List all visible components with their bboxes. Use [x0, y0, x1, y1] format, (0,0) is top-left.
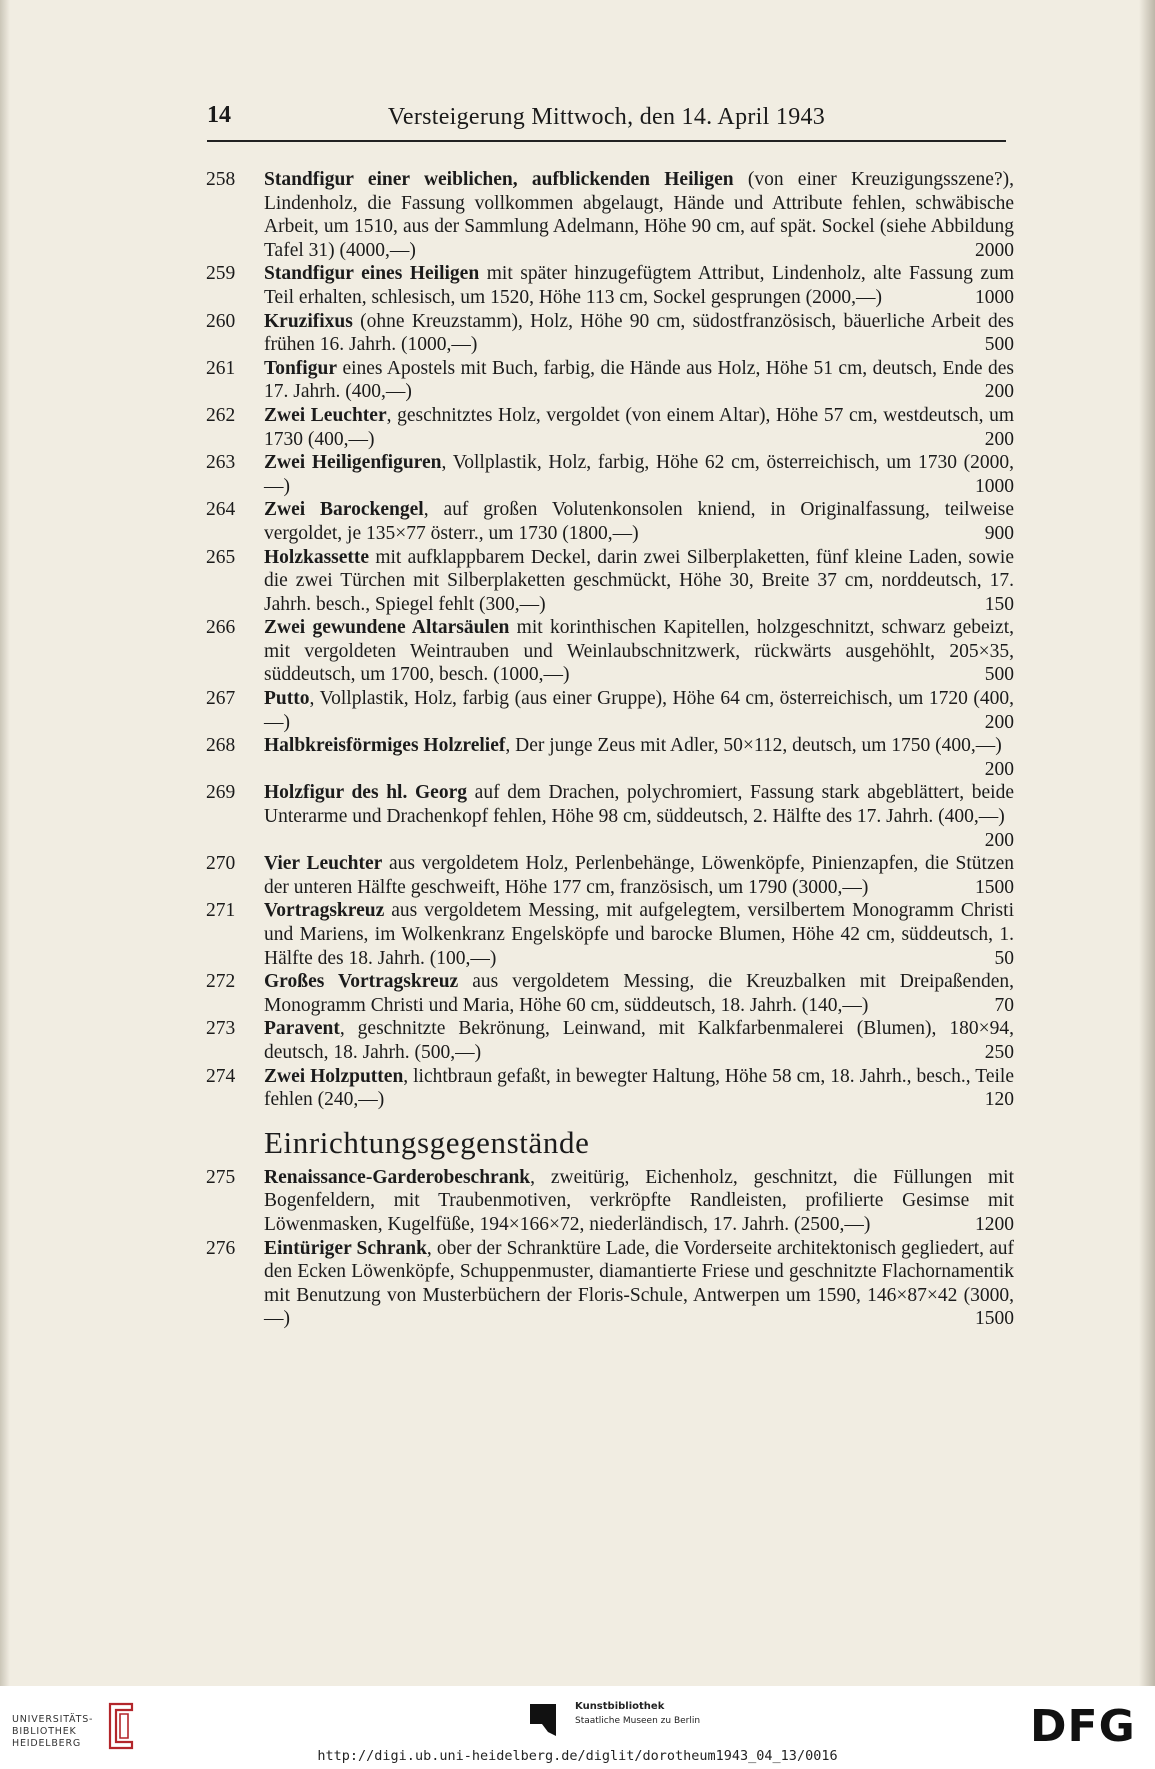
catalog-entry [206, 310, 1014, 357]
lot-number: 274 [206, 1065, 236, 1087]
lot-price: 200 [984, 829, 1014, 851]
catalog-entry [206, 546, 1014, 617]
catalog-entry [206, 498, 1014, 545]
catalog-entry [206, 1237, 1014, 1331]
catalog-entry [206, 1017, 1014, 1064]
lot-title: Zwei Leuchter [264, 404, 387, 426]
ub-heidelberg-logo-text[interactable] [12, 1714, 102, 1750]
kb-subtitle: Staatliche Museen zu Berlin [575, 1716, 701, 1726]
lot-details: , geschnitztes Holz, vergoldet (von einem Altar), Höhe 57 cm, westdeutsch, um 1730 (400,—) [264, 404, 1014, 450]
lot-details: aus vergoldetem Messing, die Kreuzbalken mit Dreipaßenden, Monogramm Christi und Maria, Höhe 60 cm, süddeutsch, 18. Jahrh. (140,—) [264, 971, 1014, 1016]
lot-details: mit aufklappbarem Deckel, darin zwei Silberplaketten, fünf kleine Laden, sowie die zwei Türchen mit Silberplaketten geschmückt, Höhe 30, Breite 37 cm, norddeutsch, 17. Jahrh. besch., Spiegel fehlt (300,—) [264, 546, 1014, 615]
lot-details: auf dem Drachen, polychromiert, Fassung stark abgeblättert, beide Unterarme und Drachenkopf fehlen, Höhe 98 cm, süddeutsch, 2. Hälfte des 17. Jahrh. (400,—) [264, 782, 1014, 828]
lot-details: aus vergoldetem Messing, mit aufgelegtem, versilbertem Monogramm Christi und Mariens, im Wolkenkranz Engelsköpfe und barocke Blumen, Höhe 42 cm, süddeutsch, 1. Hälfte des 18. Jahrh. (100,—) [264, 900, 1014, 969]
lot-details: aus vergoldetem Holz, Perlenbehänge, Löwenköpfe, Pinienzapfen, die Stützen der unteren Hälfte geschweift, Höhe 177 cm, französisch, um 1790 (3000,—) [264, 853, 1015, 898]
catalog-entry [206, 970, 1014, 1017]
lot-details: , lichtbraun gefaßt, in bewegter Haltung, Höhe 58 cm, 18. Jahrh., besch., Teile fehlen (240,—) [264, 1065, 1014, 1111]
lot-description [264, 852, 1014, 899]
lot-price: 1000 [975, 475, 1014, 497]
catalog-entry [206, 404, 1014, 451]
lot-title: Tonfigur [264, 357, 337, 379]
lot-details: mit korinthischen Kapitellen, holzgeschnitzt, schwarz gebeizt, mit vergoldeten Weintrauben und Weinlaubschnitzwerk, rückwärts ausgehöhlt, 205×35, süddeutsch, um 1700, besch. (1000,—) [264, 617, 1014, 686]
lot-details: (von einer Kreuzigungsszene?), Lindenholz, die Fassung vollkommen abgelaugt, Hände und Attribute fehlen, schwäbische Arbeit, um 1510, aus der Sammlung Adelmann, Höhe 90 cm, auf spät. Sockel (siehe Abbildung Tafel 31) (4000,—) [264, 169, 1014, 261]
lot-description [264, 687, 1014, 734]
viewer-footer [0, 1686, 1155, 1769]
lot-title: Vier Leuchter [264, 853, 383, 875]
lot-description [264, 1017, 1014, 1064]
dfg-logo[interactable]: DFG [1030, 1701, 1136, 1752]
catalog-entry [206, 687, 1014, 734]
lot-number: 269 [206, 782, 236, 804]
lot-price: 150 [984, 593, 1014, 615]
lot-description [264, 899, 1014, 970]
lot-title: Putto [264, 688, 310, 710]
lot-title: Vortragskreuz [264, 900, 385, 922]
lot-description [264, 1237, 1014, 1331]
ub-line: HEIDELBERG [12, 1738, 82, 1749]
lot-price: 200 [984, 711, 1014, 733]
header-title: Versteigerung Mittwoch, den 14. April 1943 [387, 104, 826, 130]
lot-price: 1200 [975, 1213, 1014, 1235]
lot-description [264, 404, 1014, 451]
lot-price: 900 [984, 522, 1014, 544]
lot-description [264, 310, 1014, 357]
lot-description [264, 1065, 1014, 1112]
lot-number: 273 [206, 1018, 236, 1040]
lot-price: 50 [994, 947, 1014, 969]
lot-description [264, 1166, 1014, 1237]
lot-title: Zwei Holzputten [264, 1065, 404, 1087]
lot-details: , Vollplastik, Holz, farbig, Höhe 62 cm, österreichisch, um 1730 (2000,—) [264, 452, 1014, 497]
lot-title: Eintüriger Schrank [264, 1237, 427, 1259]
lot-price: 120 [984, 1089, 1014, 1111]
lot-number: 261 [206, 357, 236, 379]
lot-description [264, 781, 1014, 852]
lot-description [264, 357, 1014, 404]
lot-number: 265 [206, 546, 236, 568]
permalink-url[interactable]: http://digi.ub.uni-heidelberg.de/diglit/dorotheum1943_04_13/0016 [317, 1748, 838, 1764]
lot-number: 271 [206, 900, 236, 922]
lot-title: Renaissance-Garderobeschrank [264, 1166, 531, 1188]
lot-number: 263 [206, 452, 236, 474]
lot-price: 70 [994, 994, 1014, 1016]
lot-price: 2000 [975, 239, 1014, 261]
lot-price: 200 [984, 381, 1014, 403]
lot-description [264, 451, 1014, 498]
lot-description [264, 498, 1014, 545]
lot-details: mit später hinzugefügtem Attribut, Lindenholz, alte Fassung zum Teil erhalten, schlesisch, um 1520, Höhe 113 cm, Sockel gesprungen (2000,—) [264, 263, 1014, 308]
ub-heidelberg-logo-icon[interactable] [104, 1700, 138, 1752]
lot-title: Standfigur einer weiblichen, aufblickenden Heiligen [264, 169, 734, 190]
catalog-entry [206, 168, 1014, 262]
lot-title: Halbkreisförmiges Holzrelief [264, 735, 506, 757]
lot-title: Standfigur eines Heiligen [264, 263, 480, 285]
catalog-entry [206, 899, 1014, 970]
catalog-entry [206, 734, 1014, 781]
lot-number: 276 [206, 1237, 236, 1259]
catalog-entry [206, 616, 1014, 687]
page-number: 14 [207, 102, 231, 128]
lot-number: 266 [206, 617, 236, 639]
section-heading: Einrichtungsgegenstände [264, 1124, 590, 1160]
lot-number: 260 [206, 310, 236, 332]
lot-details: , auf großen Volutenkonsolen kniend, in Originalfassung, teilweise vergoldet, je 135×77 österr., um 1730 (1800,—) [264, 499, 1015, 544]
lot-description [264, 262, 1014, 309]
lot-number: 262 [206, 404, 236, 426]
kb-name: Kunstbibliothek [575, 1701, 665, 1712]
lot-details: , ober der Schranktüre Lade, die Vorderseite architektonisch gegliedert, auf den Ecken Löwenköpfe, Schuppenmuster, diamantierte Friese und geschnitzte Flachornamentik mit Benutzung von Musterbüchern der Floris-Schule, Antwerpen um 1590, 146×87×42 (3000,—) [264, 1237, 1014, 1330]
catalog-entry [206, 1166, 1014, 1237]
page-edge-shadow-right [1139, 0, 1155, 1686]
ub-line: UNIVERSITÄTS- [12, 1714, 94, 1725]
lot-details: (ohne Kreuzstamm), Holz, Höhe 90 cm, südostfranzösisch, bäuerliche Arbeit des frühen 16. Jahrh. (1000,—) [264, 310, 1014, 356]
lot-title: Kruzifixus [264, 310, 353, 332]
lot-details: , geschnitzte Bekrönung, Leinwand, mit Kalkfarbenmalerei (Blumen), 180×94, deutsch, 18. Jahrh. (500,—) [264, 1018, 1014, 1063]
lot-number: 275 [206, 1166, 236, 1188]
lot-price: 200 [984, 758, 1014, 780]
lot-title: Paravent [264, 1018, 340, 1040]
lot-number: 268 [206, 735, 236, 757]
catalog-entry [206, 781, 1014, 852]
lot-price: 1500 [975, 876, 1014, 898]
lot-number: 259 [206, 263, 236, 285]
ub-line: BIBLIOTHEK [12, 1726, 77, 1737]
lot-number: 267 [206, 688, 236, 710]
lot-price: 1500 [975, 1308, 1014, 1330]
catalog-entry [206, 451, 1014, 498]
lot-price: 1000 [975, 286, 1014, 308]
lot-title: Zwei gewundene Altarsäulen [264, 617, 510, 639]
lot-description [264, 970, 1014, 1017]
lot-title: Großes Vortragskreuz [264, 971, 459, 993]
running-header [207, 102, 1006, 142]
lot-description [264, 616, 1014, 687]
catalog-entry [206, 1065, 1014, 1112]
lot-price: 200 [984, 428, 1014, 450]
catalog-entry [206, 852, 1014, 899]
catalog-list-sculptures [206, 168, 1014, 1112]
catalog-content [206, 168, 1014, 1331]
page-edge-shadow-left [0, 0, 10, 1686]
lot-title: Zwei Heiligenfiguren [264, 452, 442, 474]
lot-title: Holzfigur des hl. Georg [264, 782, 467, 804]
lot-price: 250 [984, 1041, 1014, 1063]
catalog-list-furniture [206, 1166, 1014, 1331]
lot-price: 500 [984, 334, 1014, 356]
lot-number: 272 [206, 971, 236, 993]
lot-details: eines Apostels mit Buch, farbig, die Hände aus Holz, Höhe 51 cm, deutsch, Ende des 17. Jahrh. (400,—) [264, 357, 1014, 403]
kunstbibliothek-logo-icon[interactable] [528, 1702, 568, 1738]
lot-price: 500 [984, 664, 1014, 686]
lot-details: , Der junge Zeus mit Adler, 50×112, deutsch, um 1750 (400,—) [505, 735, 1002, 757]
lot-details: , Vollplastik, Holz, farbig (aus einer Gruppe), Höhe 64 cm, österreichisch, um 1720 (400,—) [264, 688, 1014, 733]
lot-description [264, 546, 1014, 617]
lot-description [264, 168, 1014, 262]
catalog-entry [206, 357, 1014, 404]
catalog-entry [206, 262, 1014, 309]
lot-title: Holzkassette [264, 546, 370, 568]
lot-title: Zwei Barockengel [264, 499, 424, 521]
lot-number: 270 [206, 853, 236, 875]
lot-details: , zweitürig, Eichenholz, geschnitzt, die Füllungen mit Bogenfeldern, mit Traubenmotiven, verkröpfte Randleisten, profilierte Gesimse mit Löwenmasken, Kugelfüße, 194×166×72, niederländisch, 17. Jahrh. (2500,—) [264, 1166, 1014, 1235]
lot-number: 264 [206, 499, 236, 521]
lot-number: 258 [206, 169, 236, 190]
lot-description [264, 734, 1014, 781]
kunstbibliothek-logo-text[interactable] [575, 1700, 700, 1728]
